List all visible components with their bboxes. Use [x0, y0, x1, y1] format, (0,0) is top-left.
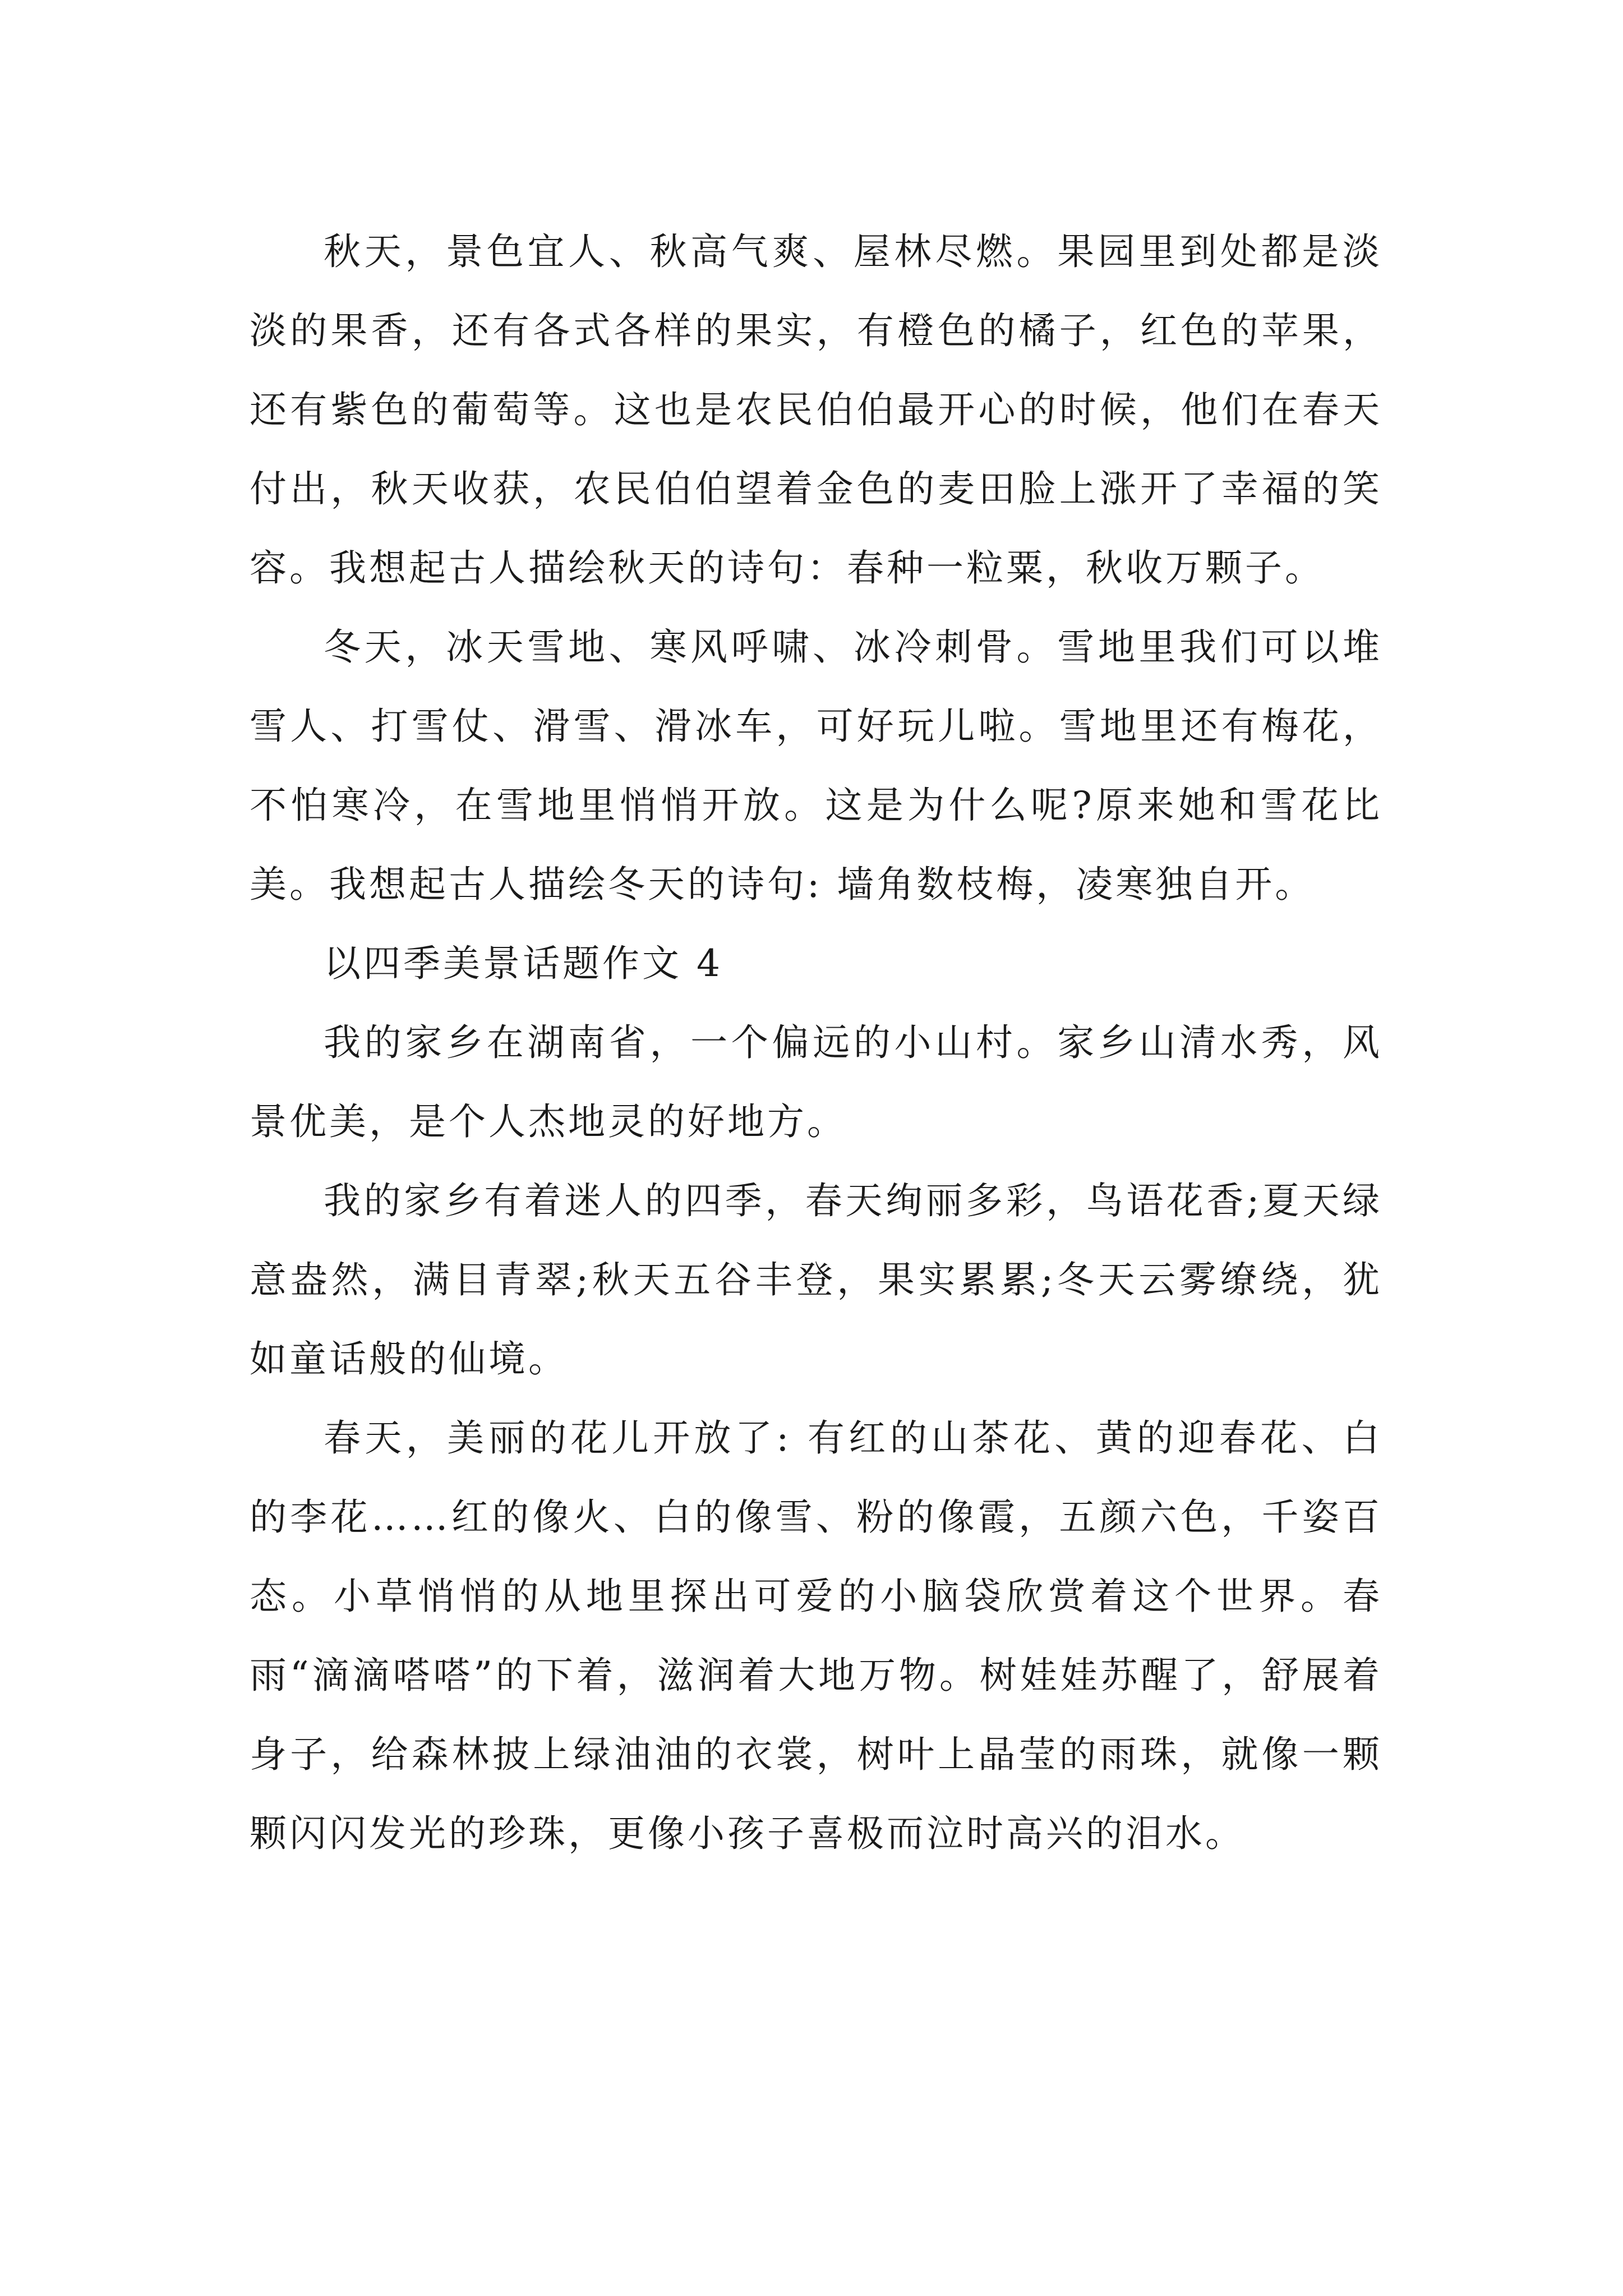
paragraph-hometown: 我的家乡在湖南省，一个偏远的小山村。家乡山清水秀，风景优美，是个人杰地灵的好地方。	[250, 1021, 1382, 1143]
document-page	[250, 212, 1382, 1873]
paragraph-four-seasons: 我的家乡有着迷人的四季，春天绚丽多彩，鸟语花香;夏天绿意盎然，满目青翠;秋天五谷丰登，果实累累;冬天云雾缭绕，犹如童话般的仙境。	[250, 1179, 1382, 1381]
paragraph-winter: 冬天，冰天雪地、寒风呼啸、冰冷刺骨。雪地里我们可以堆雪人、打雪仗、滑雪、滑冰车，可好玩儿啦。雪地里还有梅花，不怕寒冷，在雪地里悄悄开放。这是为什么呢?原来她和雪花比美。我想起古人描绘冬天的诗句: 墙角数枝梅，凌寒独自开。	[250, 625, 1382, 906]
section-title: 以四季美景话题作文 4	[324, 942, 723, 985]
paragraph-spring: 春天，美丽的花儿开放了: 有红的山茶花、黄的迎春花、白的李花……红的像火、白的像雪、粉的像霞，五颜六色，千姿百态。小草悄悄的从地里探出可爱的小脑袋欣赏着这个世界。春雨“滴滴嗒嗒”的下着，滋润着大地万物。树娃娃苏醒了，舒展着身子，给森林披上绿油油的衣裳，树叶上晶莹的雨珠，就像一颗颗闪闪发光的珍珠，更像小孩子喜极而泣时高兴的泪水。	[250, 1416, 1382, 1855]
paragraph-autumn: 秋天，景色宜人、秋高气爽、屋林尽燃。果园里到处都是淡淡的果香，还有各式各样的果实，有橙色的橘子，红色的苹果，还有紫色的葡萄等。这也是农民伯伯最开心的时候，他们在春天付出，秋天收获，农民伯伯望着金色的麦田脸上涨开了幸福的笑容。我想起古人描绘秋天的诗句：春种一粒粟，秋收万颗子。	[250, 230, 1382, 590]
